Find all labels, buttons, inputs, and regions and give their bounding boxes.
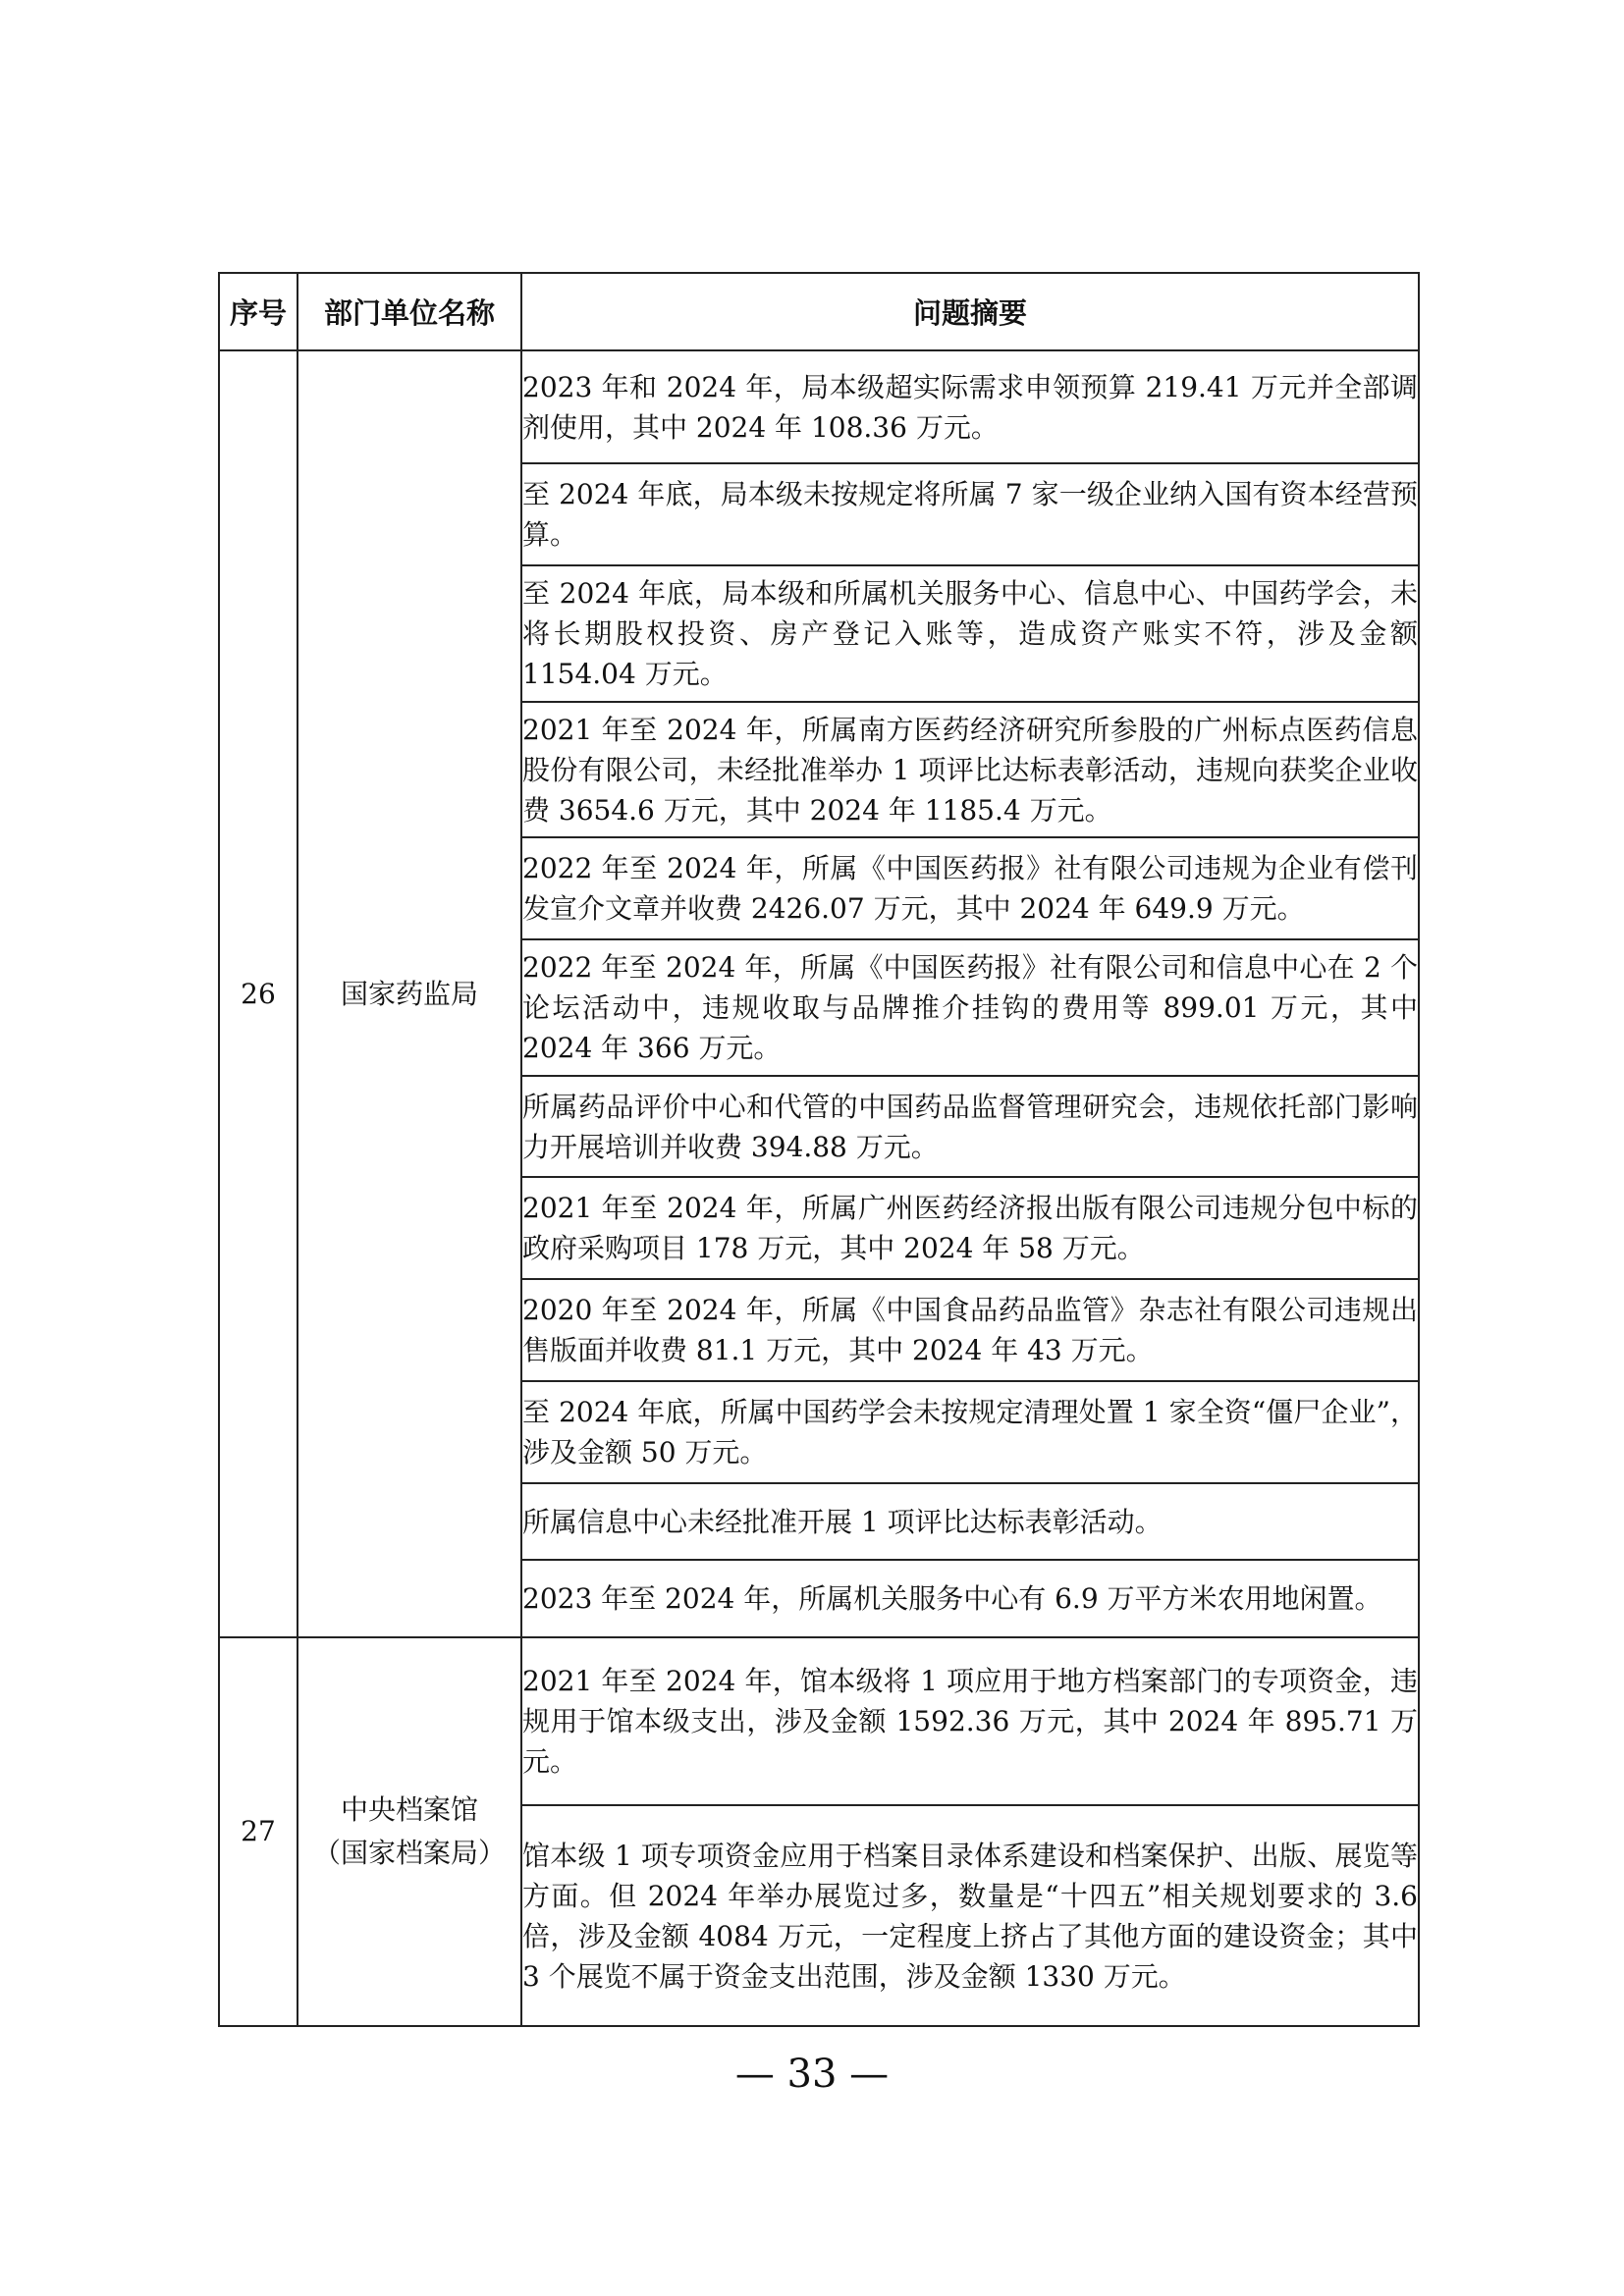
issue-cell: 2022 年至 2024 年，所属《中国医药报》社有限公司违规为企业有偿刊发宣介文章并收费 2426.07 万元，其中 2024 年 649.9 万元。 (521, 837, 1419, 939)
dept-name: 国家药监局 (298, 350, 521, 1637)
issue-cell: 2020 年至 2024 年，所属《中国食品药品监管》杂志社有限公司违规出售版面并收费 81.1 万元，其中 2024 年 43 万元。 (521, 1279, 1419, 1381)
issue-cell: 至 2024 年底，局本级未按规定将所属 7 家一级企业纳入国有资本经营预算。 (521, 463, 1419, 565)
issue-cell: 所属信息中心未经批准开展 1 项评比达标表彰活动。 (521, 1483, 1419, 1560)
page-number: — 33 — (734, 2052, 890, 2097)
header-issue: 问题摘要 (521, 273, 1419, 350)
issue-cell: 2023 年至 2024 年，所属机关服务中心有 6.9 万平方米农用地闲置。 (521, 1560, 1419, 1637)
issue-cell: 所属药品评价中心和代管的中国药品监督管理研究会，违规依托部门影响力开展培训并收费 394.88 万元。 (521, 1076, 1419, 1177)
table-row (219, 1637, 1419, 1805)
table-header-row (219, 273, 1419, 350)
header-dept: 部门单位名称 (298, 273, 521, 350)
row-num: 27 (219, 1637, 298, 2026)
issue-cell: 至 2024 年底，所属中国药学会未按规定清理处置 1 家全资“僵尸企业”，涉及金额 50 万元。 (521, 1381, 1419, 1483)
audit-findings-table (218, 272, 1420, 2027)
issue-cell: 2021 年至 2024 年，所属南方医药经济研究所参股的广州标点医药信息股份有限公司，未经批准举办 1 项评比达标表彰活动，违规向获奖企业收费 3654.6 万元，其中 2024 年 1185.4 万元。 (521, 702, 1419, 837)
issue-cell: 至 2024 年底，局本级和所属机关服务中心、信息中心、中国药学会，未将长期股权投资、房产登记入账等，造成资产账实不符，涉及金额 1154.04 万元。 (521, 565, 1419, 702)
dept-name-line2: （国家档案局） (312, 1837, 506, 1869)
issue-cell: 2023 年和 2024 年，局本级超实际需求申领预算 219.41 万元并全部调剂使用，其中 2024 年 108.36 万元。 (521, 350, 1419, 463)
dept-name-line1: 中央档案馆 (340, 1793, 478, 1826)
issue-cell: 2021 年至 2024 年，馆本级将 1 项应用于地方档案部门的专项资金，违规用于馆本级支出，涉及金额 1592.36 万元，其中 2024 年 895.71 万元。 (521, 1637, 1419, 1805)
header-num: 序号 (219, 273, 298, 350)
issue-cell: 馆本级 1 项专项资金应用于档案目录体系建设和档案保护、出版、展览等方面。但 2024 年举办展览过多，数量是“十四五”相关规划要求的 3.6 倍，涉及金额 4084 万元，一定程度上挤占了其他方面的建设资金；其中 3 个展览不属于资金支出范围，涉及金额 1330 万元。 (521, 1805, 1419, 2026)
dept-name (298, 1637, 521, 2026)
table-row (219, 350, 1419, 463)
issue-cell: 2021 年至 2024 年，所属广州医药经济报出版有限公司违规分包中标的政府采购项目 178 万元，其中 2024 年 58 万元。 (521, 1177, 1419, 1279)
row-num: 26 (219, 350, 298, 1637)
issue-cell: 2022 年至 2024 年，所属《中国医药报》社有限公司和信息中心在 2 个论坛活动中，违规收取与品牌推介挂钩的费用等 899.01 万元，其中 2024 年 366 万元。 (521, 939, 1419, 1076)
